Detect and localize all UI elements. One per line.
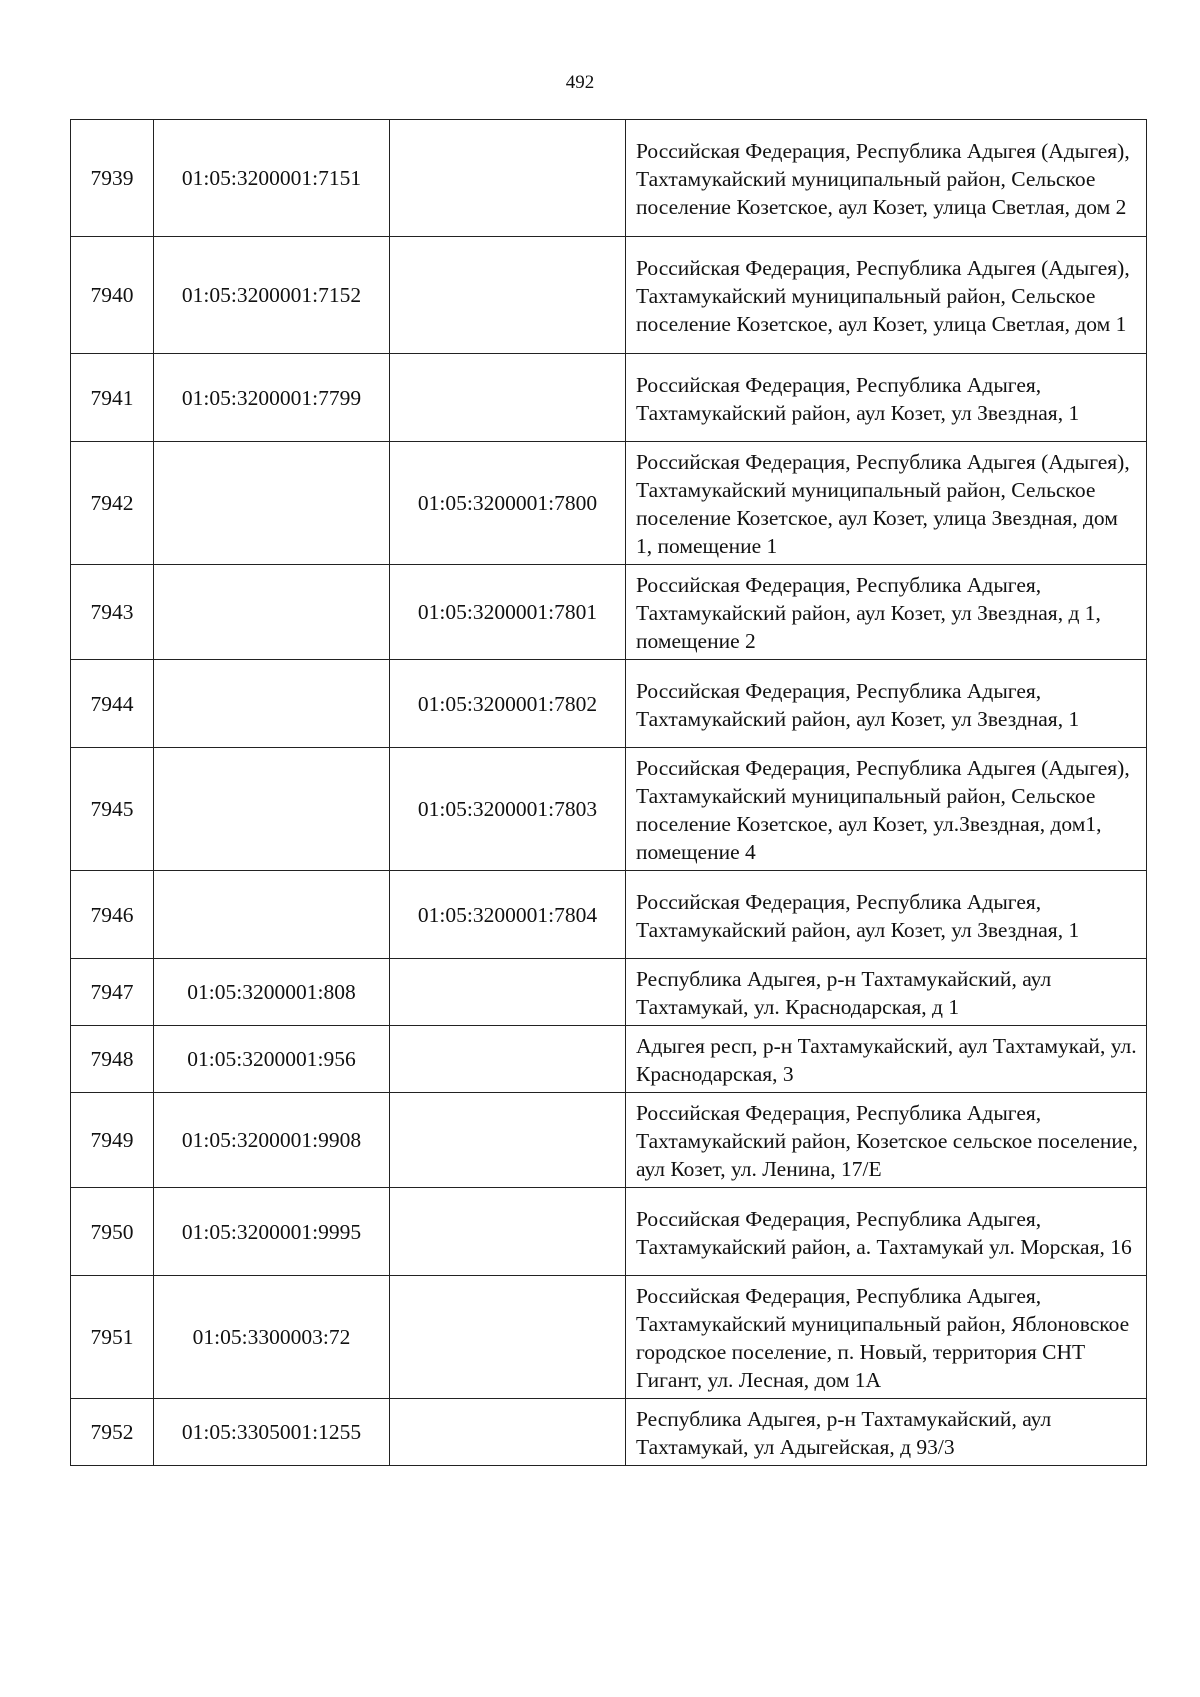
room-cadastral-number [390, 959, 626, 1026]
row-number: 7942 [71, 442, 154, 565]
room-cadastral-number: 01:05:3200001:7801 [390, 565, 626, 660]
table-row [71, 959, 1147, 1026]
row-number: 7951 [71, 1276, 154, 1399]
land-cadastral-number [154, 748, 390, 871]
table-row [71, 748, 1147, 871]
row-number: 7946 [71, 871, 154, 959]
address: Российская Федерация, Республика Адыгея, Тахтамукайский муниципальный район, Яблоновское городское поселение, п. Новый, территория СНТ Гигант, ул. Лесная, дом 1А [626, 1276, 1147, 1399]
table-row [71, 120, 1147, 237]
row-number: 7948 [71, 1026, 154, 1093]
row-number: 7947 [71, 959, 154, 1026]
row-number: 7943 [71, 565, 154, 660]
row-number: 7945 [71, 748, 154, 871]
table-row [71, 354, 1147, 442]
row-number: 7949 [71, 1093, 154, 1188]
row-number: 7950 [71, 1188, 154, 1276]
address: Российская Федерация, Республика Адыгея, Тахтамукайский район, аул Козет, ул Звездная, 1 [626, 871, 1147, 959]
table-row [71, 871, 1147, 959]
room-cadastral-number [390, 237, 626, 354]
land-cadastral-number [154, 660, 390, 748]
room-cadastral-number [390, 1026, 626, 1093]
room-cadastral-number [390, 120, 626, 237]
land-cadastral-number: 01:05:3200001:7151 [154, 120, 390, 237]
land-cadastral-number: 01:05:3200001:7152 [154, 237, 390, 354]
row-number: 7941 [71, 354, 154, 442]
address: Республика Адыгея, р-н Тахтамукайский, аул Тахтамукай, ул. Краснодарская, д 1 [626, 959, 1147, 1026]
address: Российская Федерация, Республика Адыгея, Тахтамукайский район, аул Козет, ул Звездная, 1 [626, 354, 1147, 442]
row-number: 7944 [71, 660, 154, 748]
table-row [71, 1399, 1147, 1466]
land-cadastral-number: 01:05:3200001:7799 [154, 354, 390, 442]
room-cadastral-number [390, 1276, 626, 1399]
land-cadastral-number: 01:05:3300003:72 [154, 1276, 390, 1399]
land-cadastral-number: 01:05:3200001:9995 [154, 1188, 390, 1276]
address: Российская Федерация, Республика Адыгея, Тахтамукайский район, а. Тахтамукай ул. Морская, 16 [626, 1188, 1147, 1276]
land-cadastral-number: 01:05:3200001:808 [154, 959, 390, 1026]
table-row [71, 1276, 1147, 1399]
room-cadastral-number: 01:05:3200001:7804 [390, 871, 626, 959]
row-number: 7952 [71, 1399, 154, 1466]
table-row [71, 1188, 1147, 1276]
land-cadastral-number: 01:05:3200001:956 [154, 1026, 390, 1093]
table-row [71, 1093, 1147, 1188]
land-cadastral-number: 01:05:3305001:1255 [154, 1399, 390, 1466]
table-row [71, 237, 1147, 354]
table-row [71, 1026, 1147, 1093]
row-number: 7939 [71, 120, 154, 237]
land-cadastral-number: 01:05:3200001:9908 [154, 1093, 390, 1188]
room-cadastral-number [390, 1399, 626, 1466]
room-cadastral-number [390, 1188, 626, 1276]
address: Российская Федерация, Республика Адыгея (Адыгея), Тахтамукайский муниципальный район, Сельское поселение Козетское, аул Козет, улица Звездная, дом 1, помещение 1 [626, 442, 1147, 565]
room-cadastral-number: 01:05:3200001:7802 [390, 660, 626, 748]
registry-table [70, 119, 1147, 1466]
row-number: 7940 [71, 237, 154, 354]
page-number: 492 [565, 72, 595, 93]
address: Российская Федерация, Республика Адыгея (Адыгея), Тахтамукайский муниципальный район, Сельское поселение Козетское, аул Козет, улица Светлая, дом 2 [626, 120, 1147, 237]
room-cadastral-number [390, 354, 626, 442]
address: Российская Федерация, Республика Адыгея, Тахтамукайский район, аул Козет, ул Звездная, д 1, помещение 2 [626, 565, 1147, 660]
address: Российская Федерация, Республика Адыгея (Адыгея), Тахтамукайский муниципальный район, Сельское поселение Козетское, аул Козет, улица Светлая, дом 1 [626, 237, 1147, 354]
table-body [71, 120, 1147, 1466]
land-cadastral-number [154, 565, 390, 660]
address: Российская Федерация, Республика Адыгея, Тахтамукайский район, аул Козет, ул Звездная, 1 [626, 660, 1147, 748]
table-row [71, 442, 1147, 565]
land-cadastral-number [154, 442, 390, 565]
table-row [71, 565, 1147, 660]
land-cadastral-number [154, 871, 390, 959]
address: Республика Адыгея, р-н Тахтамукайский, аул Тахтамукай, ул Адыгейская, д 93/3 [626, 1399, 1147, 1466]
room-cadastral-number [390, 1093, 626, 1188]
address: Адыгея респ, р-н Тахтамукайский, аул Тахтамукай, ул. Краснодарская, 3 [626, 1026, 1147, 1093]
address: Российская Федерация, Республика Адыгея, Тахтамукайский район, Козетское сельское поселение, аул Козет, ул. Ленина, 17/Е [626, 1093, 1147, 1188]
room-cadastral-number: 01:05:3200001:7803 [390, 748, 626, 871]
table-row [71, 660, 1147, 748]
address: Российская Федерация, Республика Адыгея (Адыгея), Тахтамукайский муниципальный район, Сельское поселение Козетское, аул Козет, ул.Звездная, дом1, помещение 4 [626, 748, 1147, 871]
room-cadastral-number: 01:05:3200001:7800 [390, 442, 626, 565]
